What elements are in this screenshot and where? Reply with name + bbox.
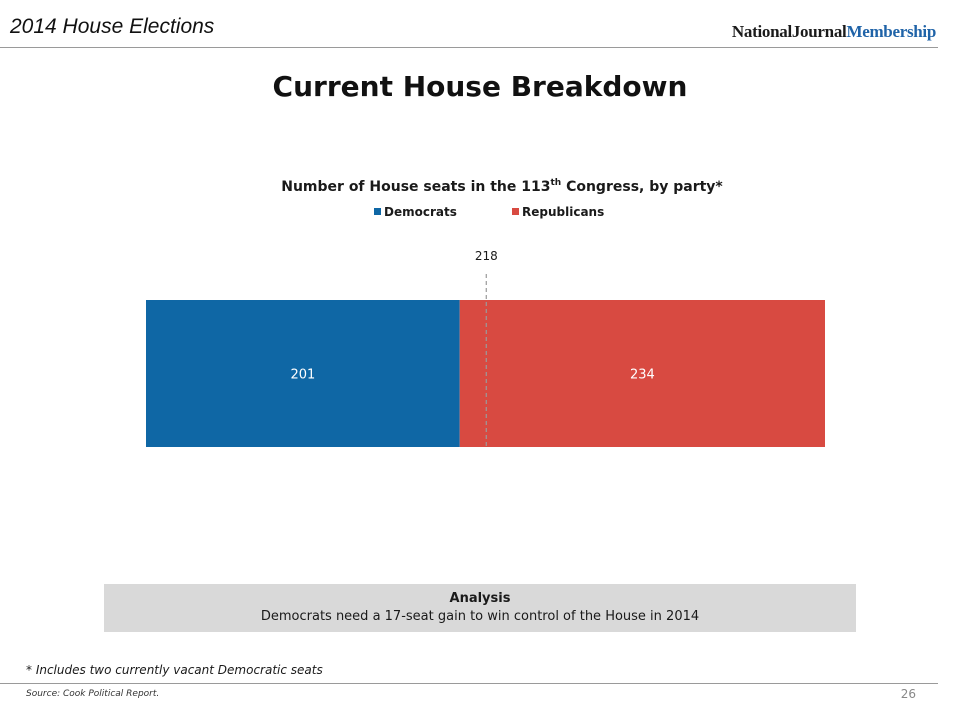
legend-label-republicans: Republicans — [522, 205, 605, 219]
bar-label-democrats: 201 — [290, 367, 316, 383]
chart-title — [281, 178, 723, 195]
bar-label-republicans: 234 — [629, 367, 655, 383]
brand-logo-part2: Membership — [846, 22, 936, 41]
bottom-divider — [0, 683, 938, 684]
legend-swatch-republicans — [512, 208, 519, 215]
brand-logo-part1: NationalJournal — [731, 22, 847, 41]
page-number: 26 — [900, 687, 916, 701]
chart-title-main: Number of House seats in the 113 — [281, 179, 551, 195]
slide-title: Current House Breakdown — [272, 70, 688, 103]
analysis-text: Democrats need a 17-seat gain to win control of the House in 2014 — [260, 609, 700, 624]
house-seats-chart — [0, 160, 960, 460]
header-title: 2014 House Elections — [10, 15, 215, 38]
top-divider — [0, 47, 938, 48]
analysis-box — [104, 584, 856, 632]
brand-logo — [732, 22, 936, 42]
chart-bars — [146, 300, 825, 447]
chart-legend — [374, 205, 604, 219]
legend-label-democrats: Democrats — [384, 205, 457, 219]
chart-title-end: Congress, by party* — [561, 179, 723, 195]
analysis-title: Analysis — [449, 591, 511, 606]
legend-swatch-democrats — [374, 208, 381, 215]
source-note: Source: Cook Political Report. — [26, 689, 160, 699]
chart-title-sup: th — [550, 178, 562, 188]
threshold-label: 218 — [474, 249, 498, 263]
footnote: * Includes two currently vacant Democratic seats — [26, 663, 323, 677]
